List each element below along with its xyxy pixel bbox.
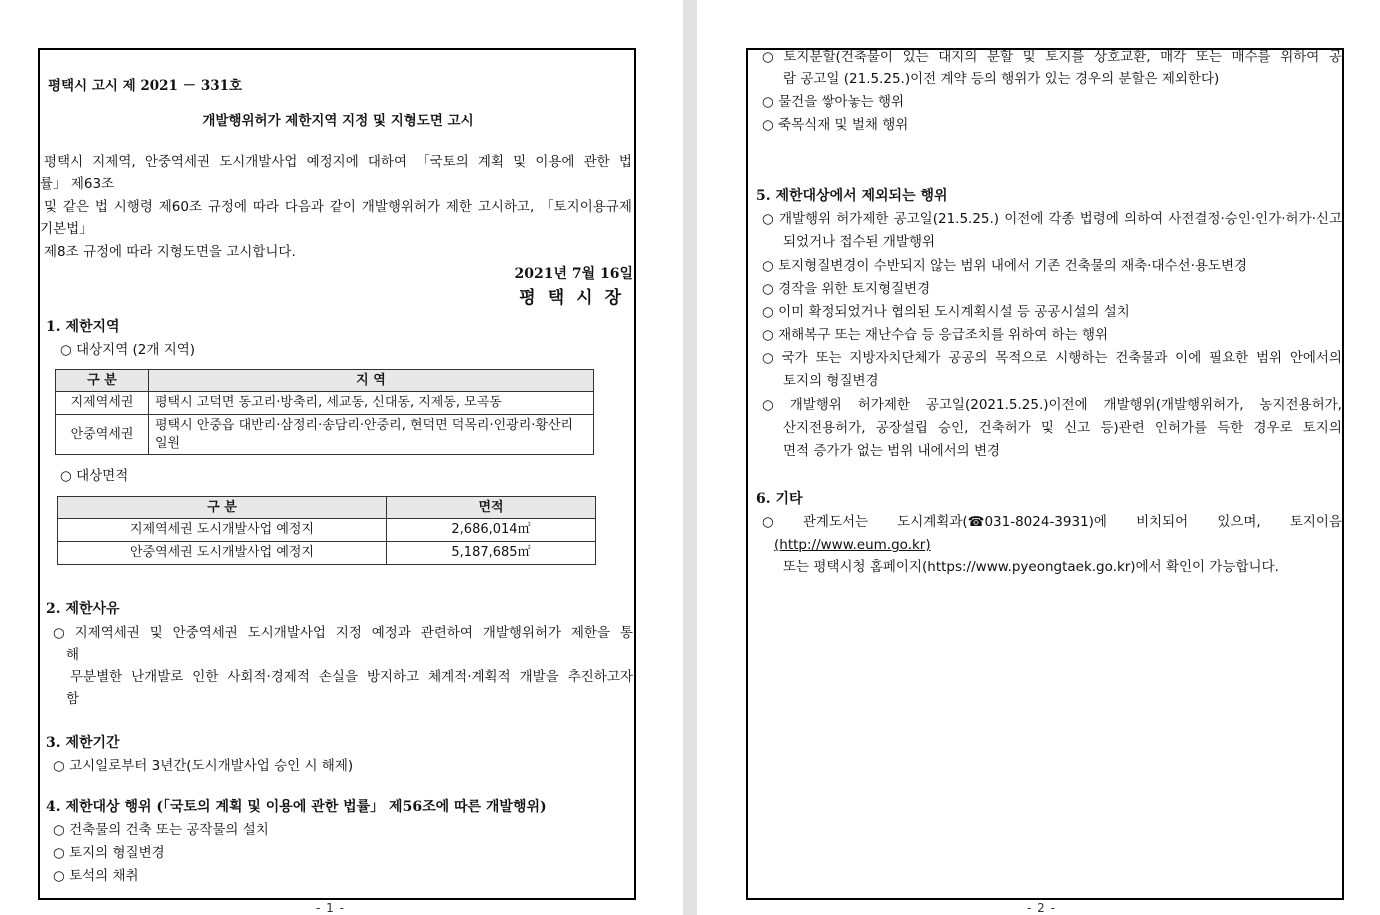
page-number-2: - 2 - <box>1027 901 1056 915</box>
size-label: ○ 대상면적 <box>60 468 129 484</box>
cont-line-4: ○ 죽목식재 및 벌채 행위 <box>762 117 909 133</box>
etc-line-3: 또는 평택시청 홈페이지(https://www.pyeongtaek.go.kr)에서 확인이 가능합니다. <box>783 559 1279 575</box>
table-row <box>56 415 594 455</box>
notice-title: 개발행위허가 제한지역 지정 및 지형도면 고시 <box>202 113 474 129</box>
exempt-line-7: ○ 국가 또는 지방자치단체가 공공의 목적으로 시행하는 건축물과 이에 필요한 범위 안에서의 <box>762 350 1342 366</box>
size-header-area: 면적 <box>387 497 596 519</box>
size-name: 지제역세권 도시개발사업 예정지 <box>58 519 387 542</box>
target-item-3: ○ 토석의 채취 <box>53 868 139 884</box>
intro-line-3: 및 같은 법 시행령 제60조 규정에 따라 다음과 같이 개발행위허가 제한 고시하고, 「토지이용규제 <box>44 199 632 215</box>
section-5-heading: 5. 제한대상에서 제외되는 행위 <box>756 188 948 204</box>
notice-date: 2021년 7월 16일 <box>514 266 633 282</box>
region-label: ○ 대상지역 (2개 지역) <box>60 342 196 358</box>
reason-line-4: 함 <box>66 691 80 707</box>
region-header-area: 지 역 <box>149 370 594 392</box>
page-2-border <box>746 48 1344 900</box>
reason-line-3: 무분별한 난개발로 인한 사회적·경제적 손실을 방지하고 체계적·계획적 개발을 추진하고자 <box>70 669 633 685</box>
exempt-line-8: 토지의 형질변경 <box>783 373 879 389</box>
exempt-line-2: 되었거나 접수된 개발행위 <box>783 234 936 250</box>
intro-line-5: 제8조 규정에 따라 지형도면을 고시합니다. <box>44 244 296 260</box>
table-row <box>56 392 594 415</box>
exempt-line-1: ○ 개발행위 허가제한 공고일(21.5.25.) 이전에 각종 법령에 의하여 사전결정·승인·인가·허가·신고 <box>762 211 1342 227</box>
exempt-line-10: 산지전용허가, 공장설립 승인, 건축허가 및 신고 등)관련 인허가를 득한 경우로 토지의 <box>783 420 1342 436</box>
reason-line-1: ○ 지제역세권 및 안중역세권 도시개발사업 지정 예정과 관련하여 개발행위허가 제한을 통 <box>53 625 633 641</box>
exempt-line-5: ○ 이미 확정되었거나 협의된 도시계획시설 등 공공시설의 설치 <box>762 304 1130 320</box>
issuer: 평택시장 <box>519 288 633 308</box>
size-table <box>57 496 596 565</box>
cont-line-3: ○ 물건을 쌓아놓는 행위 <box>762 94 905 110</box>
table-row <box>58 519 596 542</box>
exempt-line-9: ○ 개발행위 허가제한 공고일(2021.5.25.)이전에 개발행위(개발행위허가, 농지전용허가, <box>762 397 1342 413</box>
size-name: 안중역세권 도시개발사업 예정지 <box>58 542 387 565</box>
region-header-category: 구 분 <box>56 370 149 392</box>
section-6-heading: 6. 기타 <box>756 491 803 507</box>
size-header-category: 구 분 <box>58 497 387 519</box>
cont-line-2: 람 공고일 (21.5.25.)이전 계약 등의 행위가 있는 경우의 분할은 제외한다) <box>783 71 1220 87</box>
section-3-heading: 3. 제한기간 <box>46 735 120 751</box>
region-name: 지제역세권 <box>56 392 149 415</box>
region-table <box>55 369 594 455</box>
region-area: 평택시 고덕면 동고리·방축리, 세교동, 신대동, 지제동, 모곡동 <box>149 392 594 415</box>
table-row <box>58 542 596 565</box>
size-value: 2,686,014㎡ <box>387 519 596 542</box>
page-gutter <box>683 0 697 915</box>
target-item-1: ○ 건축물의 건축 또는 공작물의 설치 <box>53 822 269 838</box>
target-item-2: ○ 토지의 형질변경 <box>53 845 165 861</box>
intro-line-2: 률」 제63조 <box>40 176 115 192</box>
region-name: 안중역세권 <box>56 415 149 455</box>
period-line: ○ 고시일로부터 3년간(도시개발사업 승인 시 해제) <box>53 758 354 774</box>
section-4-heading: 4. 제한대상 행위 (「국토의 계획 및 이용에 관한 법률」 제56조에 따른 개발행위) <box>46 799 547 815</box>
region-area: 평택시 안중읍 대반리·삼정리·송담리·안중리, 현덕면 덕목리·인광리·황산리 일원 <box>149 415 594 455</box>
intro-line-1: 평택시 지제역, 안중역세권 도시개발사업 예정지에 대하여 「국토의 계획 및 이용에 관한 법 <box>44 154 632 170</box>
exempt-line-4: ○ 경작을 위한 토지형질변경 <box>762 281 931 297</box>
intro-line-4: 기본법」 <box>40 221 93 237</box>
reason-line-2: 해 <box>66 647 80 663</box>
cont-line-1: ○ 토지분할(건축물이 있는 대지의 분할 및 토지를 상호교환, 매각 또는 매수를 위하여 공 <box>762 49 1342 65</box>
exempt-line-3: ○ 토지형질변경이 수반되지 않는 범위 내에서 기존 건축물의 재축·대수선·용도변경 <box>762 258 1248 274</box>
eum-link[interactable]: (http://www.eum.go.kr) <box>774 537 931 553</box>
size-value: 5,187,685㎡ <box>387 542 596 565</box>
exempt-line-11: 면적 증가가 없는 범위 내에서의 변경 <box>783 443 1001 459</box>
section-2-heading: 2. 제한사유 <box>46 601 120 617</box>
page-number-1: - 1 - <box>316 901 345 915</box>
section-1-heading: 1. 제한지역 <box>46 319 120 335</box>
exempt-line-6: ○ 재해복구 또는 재난수습 등 응급조치를 위하여 하는 행위 <box>762 327 1109 343</box>
notice-number: 평택시 고시 제 2021 － 331호 <box>48 78 243 94</box>
etc-line-1: ○ 관계도서는 도시계획과(☎031-8024-3931)에 비치되어 있으며, 토지이음 <box>762 514 1342 530</box>
